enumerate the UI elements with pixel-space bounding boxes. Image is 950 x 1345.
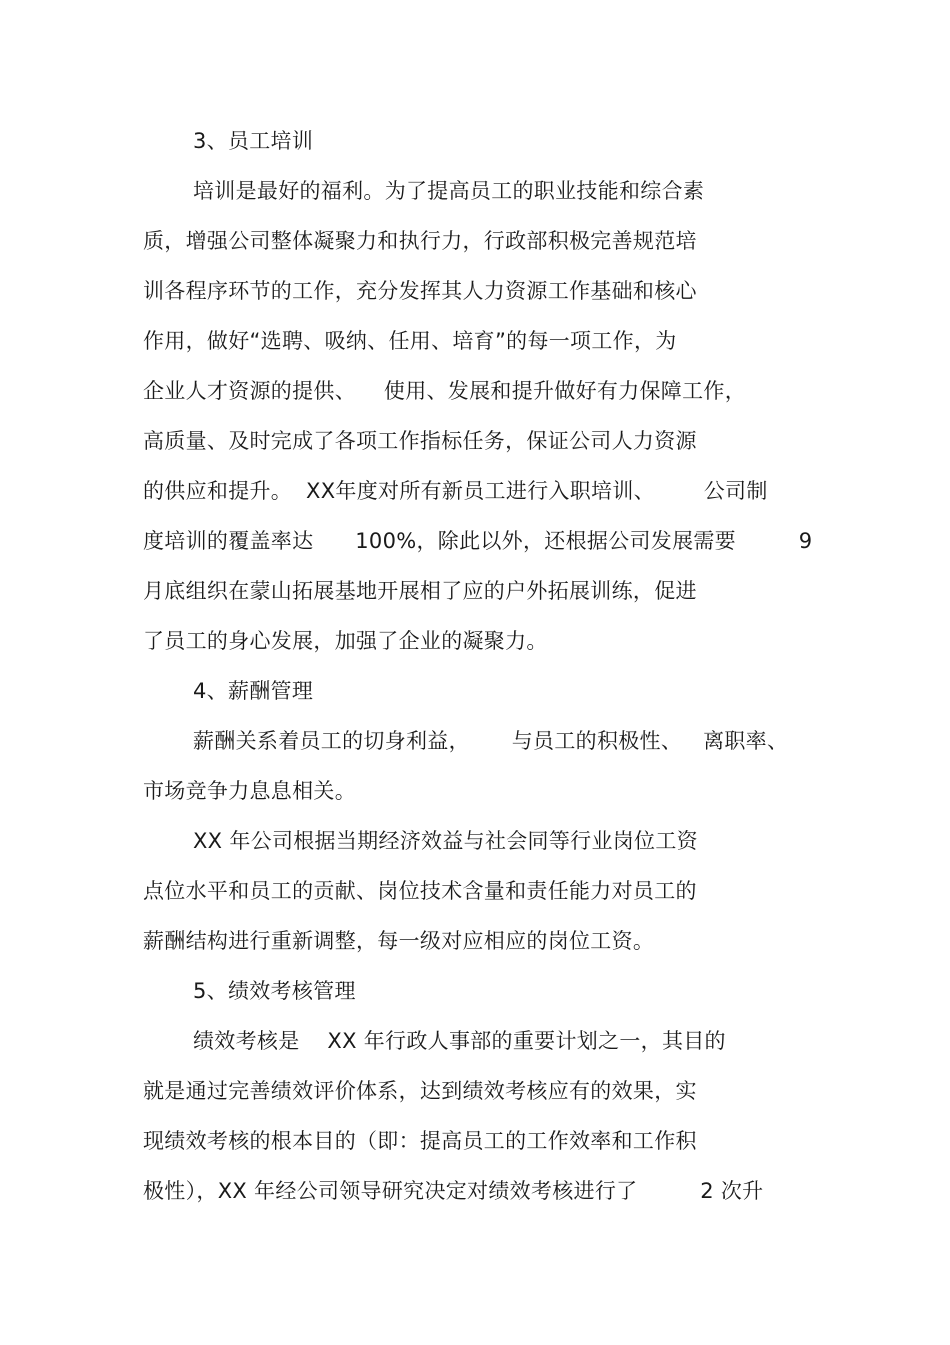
section-heading-performance: 5、绩效考核管理 xyxy=(193,979,356,1003)
paragraph-line: 企业人才资源的提供、 使用、发展和提升做好有力保障工作， xyxy=(143,379,746,403)
paragraph-line: XX 年公司根据当期经济效益与社会同等行业岗位工资 xyxy=(193,829,698,853)
paragraph-line: 现绩效考核的根本目的（即：提高员工的工作效率和工作积 xyxy=(143,1129,697,1153)
paragraph-line: 的供应和提升。 XX年度对所有新员工进行入职培训、 公司制 xyxy=(143,479,768,503)
section-heading-compensation: 4、薪酬管理 xyxy=(193,679,314,703)
paragraph-line: 薪酬关系着员工的切身利益， 与员工的积极性、 离职率、 xyxy=(193,729,789,753)
paragraph-line: 度培训的覆盖率达 100%，除此以外，还根据公司发展需要 9 xyxy=(143,529,813,553)
paragraph-line: 点位水平和员工的贡献、岗位技术含量和责任能力对员工的 xyxy=(143,879,697,903)
paragraph-line: 作用，做好“选聘、吸纳、任用、培育”的每一项工作，为 xyxy=(143,329,677,353)
paragraph-line: 市场竞争力息息相关。 xyxy=(143,779,356,803)
paragraph-line: 就是通过完善绩效评价体系，达到绩效考核应有的效果，实 xyxy=(143,1079,697,1103)
paragraph-line: 绩效考核是 XX 年行政人事部的重要计划之一，其目的 xyxy=(193,1029,726,1053)
paragraph-line: 培训是最好的福利。为了提高员工的职业技能和综合素 xyxy=(193,179,705,203)
paragraph-line: 了员工的身心发展，加强了企业的凝聚力。 xyxy=(143,629,548,653)
paragraph-line: 月底组织在蒙山拓展基地开展相了应的户外拓展训练，促进 xyxy=(143,579,697,603)
paragraph-line: 高质量、及时完成了各项工作指标任务，保证公司人力资源 xyxy=(143,429,697,453)
section-heading-training: 3、员工培训 xyxy=(193,129,314,153)
paragraph-line: 薪酬结构进行重新调整，每一级对应相应的岗位工资。 xyxy=(143,929,655,953)
paragraph-line: 训各程序环节的工作，充分发挥其人力资源工作基础和核心 xyxy=(143,279,697,303)
paragraph-line: 质，增强公司整体凝聚力和执行力，行政部积极完善规范培 xyxy=(143,229,697,253)
paragraph-line: 极性），XX 年经公司领导研究决定对绩效考核进行了 2 次升 xyxy=(143,1179,764,1203)
